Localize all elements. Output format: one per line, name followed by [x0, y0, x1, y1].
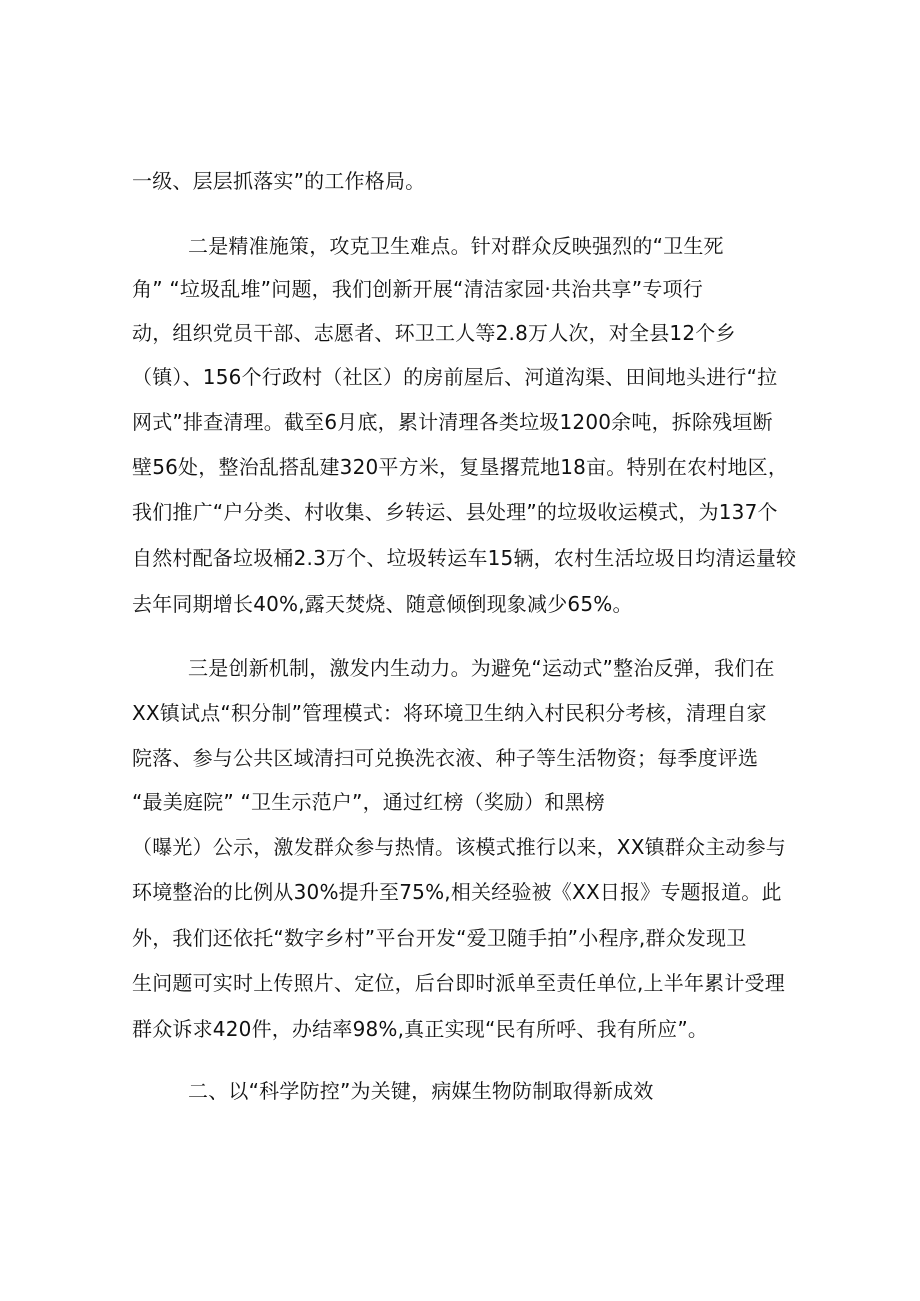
paragraph-line: 角” “垃圾乱堆”问题，我们创新开展“清洁家园·共治共享”专项行	[132, 277, 703, 301]
paragraph-line: XX镇试点“积分制”管理模式：将环境卫生纳入村民积分考核，清理自家	[132, 701, 767, 725]
section-heading: 二、以“科学防控”为关键，病媒生物防制取得新成效	[188, 1079, 654, 1103]
paragraph-line: 去年同期增长40%,露天焚烧、随意倾倒现象减少65%。	[132, 592, 633, 616]
paragraph-line: （曝光）公示，激发群众参与热情。该模式推行以来，XX镇群众主动参与	[132, 835, 787, 859]
paragraph-line: 三是创新机制，激发内生动力。为避免“运动式”整治反弹，我们在	[188, 656, 775, 680]
paragraph-line: 生问题可实时上传照片、定位，后台即时派单至责任单位,上半年累计受理	[132, 971, 785, 995]
paragraph-line: 动，组织党员干部、志愿者、环卫工人等2.8万人次，对全县12个乡	[132, 321, 736, 345]
paragraph-line: 院落、参与公共区域清扫可兑换洗衣液、种子等生活物资；每季度评选	[132, 746, 759, 770]
paragraph-line: 壁56处，整治乱搭乱建320平方米，复垦撂荒地18亩。特别在农村地区，	[132, 455, 789, 479]
paragraph-line: “最美庭院” “卫生示范户”，通过红榜（奖励）和黑榜	[132, 790, 606, 814]
paragraph-line: 群众诉求420件，办结率98%,真正实现“民有所呼、我有所应”。	[132, 1017, 709, 1041]
paragraph-line: 我们推广“户分类、村收集、乡转运、县处理”的垃圾收运模式，为137个	[132, 500, 778, 524]
paragraph-line: （镇）、156个行政村（社区）的房前屋后、河道沟渠、田间地头进行“拉	[132, 365, 778, 389]
paragraph-line: 自然村配备垃圾桶2.3万个、垃圾转运车15辆，农村生活垃圾日均清运量较	[132, 546, 797, 570]
paragraph-line: 外，我们还依托“数字乡村”平台开发“爱卫随手拍”小程序,群众发现卫	[132, 926, 747, 950]
paragraph-line: 环境整治的比例从30%提升至75%,相关经验被《XX日报》专题报道。此	[132, 880, 782, 904]
paragraph-line: 二是精准施策，攻克卫生难点。针对群众反映强烈的“卫生死	[188, 234, 724, 258]
paragraph-line: 网式”排查清理。截至6月底，累计清理各类垃圾1200余吨，拆除残垣断	[132, 410, 773, 434]
paragraph-line: 一级、层层抓落实”的工作格局。	[132, 169, 426, 193]
